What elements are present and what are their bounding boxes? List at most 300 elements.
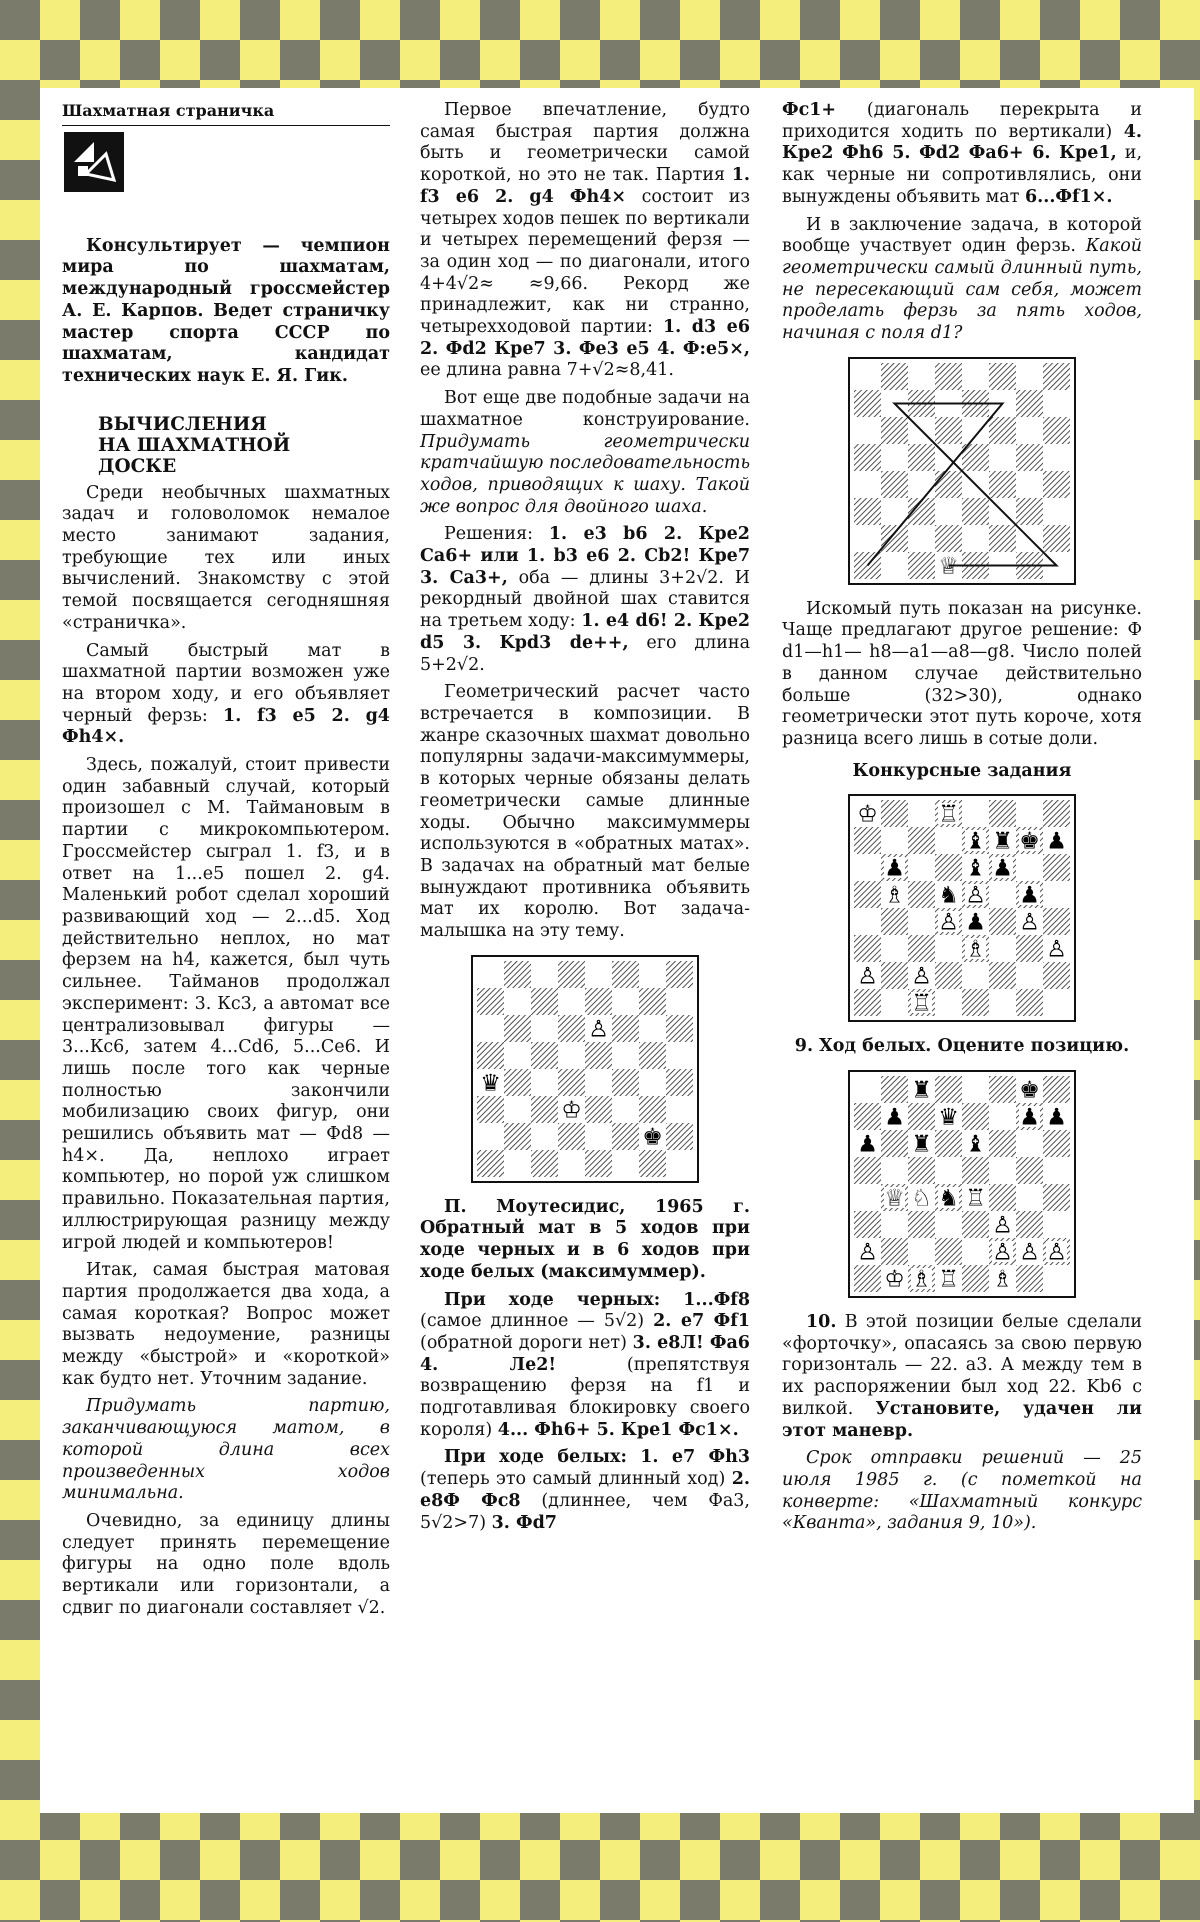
board-square: [854, 1211, 881, 1238]
board-square: [504, 1123, 531, 1150]
frame-cell: [0, 720, 40, 760]
frame-cell: [0, 640, 40, 680]
chess-piece: ♙: [1046, 1239, 1067, 1266]
frame-cell: [320, 0, 360, 40]
board-square: [1016, 962, 1043, 989]
chess-piece: ♚: [642, 1124, 663, 1151]
board-square: [962, 1157, 989, 1184]
board-square: [1043, 1184, 1070, 1211]
board-square: [1043, 1130, 1070, 1157]
chess-piece: ♙: [911, 963, 932, 990]
board-square: [477, 1150, 504, 1177]
frame-cell: [640, 0, 680, 40]
board-square: [908, 1157, 935, 1184]
frame-cell: [0, 560, 40, 600]
board-square: [612, 1123, 639, 1150]
board-square: [935, 989, 962, 1016]
board-square: [854, 854, 881, 881]
frame-cell: [1120, 1840, 1160, 1880]
board-square: [962, 525, 989, 552]
board-square: [935, 962, 962, 989]
board-square: [1043, 908, 1070, 935]
frame-cell: [560, 1840, 600, 1880]
paragraph: Решения: 1. е3 b6 2. Кре2 Са6+ или 1. b3 е6 2. Cb2! Кре7 3. Са3+, оба — длины 3+2√2. И рекордный двойной шах ставится на третьем ходу: 1. е4 d6! 2. Кре2 d5 3. Kpd3 de++, его длина 5+2√2.: [420, 524, 751, 675]
frame-cell: [1040, 1840, 1080, 1880]
frame-cell: [1080, 1880, 1120, 1920]
board-square: [962, 1076, 989, 1103]
board-square: [989, 962, 1016, 989]
board-square: [1016, 498, 1043, 525]
board-square: [854, 908, 881, 935]
frame-cell: [480, 1840, 520, 1880]
problem-caption: П. Моутесидис, 1965 г. Обратный мат в 5 ходов при ходе черных и в 6 ходов при ходе белых (максимуммер).: [420, 1196, 750, 1282]
consultant-intro: Консультирует — чемпион мира по шахматам, международный гроссмейстер А. Е. Карпов. Ведет страничку мастер спорта СССР по шахматам, кандидат технических наук Е. Я. Гик.: [62, 235, 390, 386]
chess-piece: ♙: [1019, 1239, 1040, 1266]
board-square: [881, 908, 908, 935]
board-square: [989, 1103, 1016, 1130]
paragraph: Вот еще две подобные задачи на шахматное конструирование. Придумать геометрически кратчайшую последовательность ходов, приводящих к шаху. Такой же вопрос для двойного шаха.: [420, 388, 750, 517]
board-square: [666, 1069, 693, 1096]
frame-cell: [360, 1880, 400, 1920]
board-square: [639, 1042, 666, 1069]
board-square: [558, 1069, 585, 1096]
board-square: [881, 800, 908, 827]
board-square: [612, 1015, 639, 1042]
chess-piece: ♖: [911, 990, 932, 1017]
frame-cell: [40, 40, 80, 80]
rubric-header: Шахматная страничка: [62, 100, 390, 126]
chess-piece: ♜: [992, 828, 1013, 855]
board-square: [639, 1096, 666, 1123]
paragraph: Очевидно, за единицу длины следует принять перемещение фигуры на одно поле вдоль вертикали или горизонтали, а сдвиг по диагонали составляет √2.: [62, 1510, 390, 1618]
frame-cell: [280, 1880, 320, 1920]
board-square: [989, 525, 1016, 552]
board-square: [935, 471, 962, 498]
board-square: [989, 417, 1016, 444]
frame-cell: [0, 800, 40, 840]
column-3: [782, 100, 1142, 1541]
board-square: [989, 363, 1016, 390]
board-square: [1016, 363, 1043, 390]
board-square: [1043, 498, 1070, 525]
frame-cell: [120, 40, 160, 80]
chess-piece: ♗: [884, 882, 905, 909]
paragraph: Первое впечатление, будто самая быстрая партия должна быть и геометрически самой короткой, но это не так. Партия 1. f3 е6 2. g4 Фh4× состоит из четырех ходов пешек по вертикали и четырех перемещений ферзя — за один ход — по диагонали, итого 4+4√2≈ ≈9,66. Рекорд же принадлежит, как ни странно, четырехходовой партии: 1. d3 е6 2. Фd2 Кре7 3. Фе3 е5 4. Ф:е5×, ее длина равна 7+√2≈8,41.: [420, 100, 750, 381]
board-square: [531, 1150, 558, 1177]
board-square: [989, 444, 1016, 471]
board-square: [881, 1157, 908, 1184]
chess-piece: ♟: [857, 1131, 878, 1158]
frame-cell: [0, 1040, 40, 1080]
frame-cell: [440, 1880, 480, 1920]
board-square: [935, 1211, 962, 1238]
frame-cell: [160, 0, 200, 40]
board-square: [1016, 935, 1043, 962]
frame-cell: [800, 0, 840, 40]
board-square: [935, 363, 962, 390]
board-square: [989, 800, 1016, 827]
frame-cell: [280, 40, 320, 80]
frame-cell: [1000, 1880, 1040, 1920]
frame-cell: [440, 40, 480, 80]
chess-piece: ♔: [857, 801, 878, 828]
board-square: [558, 988, 585, 1015]
frame-cell: [0, 1680, 40, 1720]
board-square: [908, 1103, 935, 1130]
frame-cell: [1000, 40, 1040, 80]
board-square: [585, 1123, 612, 1150]
board-square: [854, 881, 881, 908]
chess-piece: ♝: [965, 855, 986, 882]
board-square: [531, 988, 558, 1015]
board-square: [935, 1130, 962, 1157]
chess-piece: ♖: [938, 1266, 959, 1293]
chess-piece: ♕: [938, 553, 959, 579]
chess-piece: ♙: [992, 1212, 1013, 1239]
chess-piece: ♟: [1019, 1104, 1040, 1131]
board-square: [666, 1015, 693, 1042]
board-square: [989, 908, 1016, 935]
frame-cell: [960, 1840, 1000, 1880]
board-square: [962, 363, 989, 390]
board-square: [1016, 471, 1043, 498]
frame-cell: [720, 0, 760, 40]
board-square: [854, 1076, 881, 1103]
chess-board-task-10: [848, 1070, 1076, 1298]
board-square: [504, 961, 531, 988]
board-square: [1043, 471, 1070, 498]
board-square: [1043, 363, 1070, 390]
board-square: [935, 1238, 962, 1265]
frame-cell: [600, 1880, 640, 1920]
frame-cell: [0, 960, 40, 1000]
frame-cell: [0, 1200, 40, 1240]
board-square: [531, 1096, 558, 1123]
chess-piece: ♙: [1046, 936, 1067, 963]
frame-cell: [0, 1520, 40, 1560]
board-square: [612, 988, 639, 1015]
board-square: [1016, 1211, 1043, 1238]
frame-cell: [0, 400, 40, 440]
chess-piece: ♚: [1019, 828, 1040, 855]
board-square: [908, 800, 935, 827]
frame-cell: [200, 40, 240, 80]
frame-cell: [200, 1880, 240, 1920]
chess-piece: ♟: [1019, 882, 1040, 909]
article-title: ВЫЧИСЛЕНИЯ НА ШАХМАТНОЙ ДОСКЕ: [98, 413, 291, 477]
deadline-note: Срок отправки решений — 25 июля 1985 г. (с пометкой на конверте: «Шахматный конкурс «Кванта», задания 9, 10»).: [782, 1448, 1142, 1534]
chess-piece: ♜: [911, 1077, 932, 1104]
frame-cell: [1080, 40, 1120, 80]
board-square: [908, 1211, 935, 1238]
board-square: [854, 498, 881, 525]
board-square: [477, 1123, 504, 1150]
chess-piece: ♝: [965, 1131, 986, 1158]
board-square: [1043, 1211, 1070, 1238]
board-square: [666, 1096, 693, 1123]
paragraph: При ходе белых: 1. е7 Фh3 (теперь это самый длинный ход) 2. е8Ф Фс8 (длиннее, чем Фа3, 5√2>7) 3. Фd7: [420, 1447, 750, 1533]
frame-cell: [0, 160, 40, 200]
frame-cell: [560, 0, 600, 40]
chess-piece: ♟: [884, 855, 905, 882]
board-square: [1016, 800, 1043, 827]
chess-piece: ♞: [938, 1185, 959, 1212]
board-square: [504, 1096, 531, 1123]
frame-cell: [0, 80, 40, 120]
board-square: [881, 417, 908, 444]
chess-piece: ♜: [911, 1131, 932, 1158]
board-square: [989, 935, 1016, 962]
chess-piece: ♞: [938, 882, 959, 909]
column-1: [62, 100, 390, 1625]
board-square: [558, 1123, 585, 1150]
frame-cell: [240, 0, 280, 40]
board-square: [908, 854, 935, 881]
board-square: [477, 961, 504, 988]
board-square: [881, 1130, 908, 1157]
chess-board-queen-path: [848, 357, 1076, 585]
task-10-text: 10. В этой позиции белые сделали «форточку», опасаясь за свою первую горизонталь — 22. а3. А между тем в их распоряжении был ход 22. Kb6 с вилкой. Установите, удачен ли этот маневр.: [782, 1312, 1142, 1441]
board-square: [1016, 1130, 1043, 1157]
frame-cell: [880, 0, 920, 40]
board-square: [881, 525, 908, 552]
board-square: [908, 525, 935, 552]
chess-piece: ♔: [884, 1266, 905, 1293]
board-square: [881, 935, 908, 962]
frame-cell: [480, 0, 520, 40]
board-square: [935, 854, 962, 881]
board-square: [962, 498, 989, 525]
board-square: [585, 1069, 612, 1096]
frame-cell: [320, 1840, 360, 1880]
frame-cell: [0, 1360, 40, 1400]
board-square: [1016, 444, 1043, 471]
frame-cell: [0, 320, 40, 360]
paragraph: Здесь, пожалуй, стоит привести один забавный случай, который произошел с М. Таймановым в партии с микрокомпьютером. Гроссмейстер сыграл 1. f3, и в ответ на 1...е5 пошел 2. g4. Маленький робот сделал хороший развивающий ход — 2...d5. Ход действительно неплох, но мат ферзем на h4, кажется, был чуть сильнее. Тайманов продолжал эксперимент: 3. Кс3, а автомат все централизовывал фигуры — 3...Кс6, затем 4...Cd6, 5...Се6. И лишь после того как черные полностью закончили мобилизацию своих фигур, они решились объявить мат — Фd8 — h4×. Да, неплохо играет компьютер, но порой уж слишком правильно. Показательная партия, иллюстрирующая разницу между игрой людей и компьютеров!: [62, 755, 390, 1253]
board-square: [989, 1184, 1016, 1211]
frame-cell: [880, 1840, 920, 1880]
board-square: [612, 1042, 639, 1069]
paragraph: Самый быстрый мат в шахматной партии возможен уже на втором ходу, и его объявляет черный ферзь: 1. f3 е5 2. g4 Фh4×.: [62, 640, 390, 748]
frame-cell: [40, 1880, 80, 1920]
board-square: [989, 1157, 1016, 1184]
chess-logo-icon: [64, 132, 124, 192]
chess-piece: ♗: [911, 1266, 932, 1293]
board-square: [585, 1042, 612, 1069]
chess-piece: ♛: [480, 1070, 501, 1097]
frame-cell: [400, 1840, 440, 1880]
board-square: [1043, 989, 1070, 1016]
chess-piece: ♗: [965, 936, 986, 963]
board-square: [504, 1015, 531, 1042]
board-square: [962, 989, 989, 1016]
board-square: [881, 444, 908, 471]
board-square: [612, 1069, 639, 1096]
frame-cell: [0, 1760, 40, 1800]
frame-cell: [0, 1120, 40, 1160]
board-square: [1043, 854, 1070, 881]
chess-piece: ♟: [992, 855, 1013, 882]
board-square: [477, 1042, 504, 1069]
board-square: [1043, 1076, 1070, 1103]
frame-cell: [520, 1880, 560, 1920]
paragraph: Среди необычных шахматных задач и головоломок немалое место занимают задания, требующие тех или иных вычислений. Знакомству с этой темой посвящается сегодняшняя «страничка».: [62, 482, 390, 633]
board-square: [1043, 881, 1070, 908]
board-square: [935, 1157, 962, 1184]
board-square: [558, 1015, 585, 1042]
board-square: [908, 881, 935, 908]
frame-cell: [720, 1840, 760, 1880]
paragraph: При ходе черных: 1...Фf8 (самое длинное — 5√2) 2. е7 Фf1 (обратной дороги нет) 3. е8Л! Фа6 4. Ле2! (препятствуя возвращению ферзя на f1 и подготавливая блокировку своего короля) 4... Фh6+ 5. Кре1 Фс1×.: [420, 1289, 750, 1440]
frame-cell: [920, 40, 960, 80]
chess-piece: ♟: [1046, 828, 1067, 855]
board-square: [639, 1069, 666, 1096]
frame-cell: [360, 40, 400, 80]
board-square: [854, 363, 881, 390]
board-square: [612, 1096, 639, 1123]
chess-piece: ♙: [588, 1016, 609, 1043]
board-square: [935, 827, 962, 854]
board-square: [908, 908, 935, 935]
board-square: [962, 1211, 989, 1238]
frame-cell: [680, 1880, 720, 1920]
board-square: [558, 961, 585, 988]
board-square: [666, 988, 693, 1015]
frame-cell: [0, 1280, 40, 1320]
board-square: [1043, 800, 1070, 827]
board-square: [639, 1150, 666, 1177]
board-square: [962, 1103, 989, 1130]
paragraph: Искомый путь показан на рисунке. Чаще предлагают другое решение: Ф d1—h1— h8—a1—a8—g8. Число полей в данном случае действительно больше (32>30), однако геометрически этот путь короче, хотя разница всего лишь в сотые доли.: [782, 598, 1142, 749]
board-square: [585, 961, 612, 988]
board-square: [1043, 1157, 1070, 1184]
chess-piece: ♕: [884, 1185, 905, 1212]
board-square: [531, 1123, 558, 1150]
frame-cell: [920, 1880, 960, 1920]
page-sheet: [40, 88, 1194, 1813]
board-square: [1016, 1184, 1043, 1211]
board-square: [908, 827, 935, 854]
board-square: [1016, 854, 1043, 881]
board-square: [962, 1238, 989, 1265]
column-2: [420, 100, 750, 1540]
board-square: [908, 552, 935, 579]
frame-cell: [0, 480, 40, 520]
chess-piece: ♝: [965, 828, 986, 855]
paragraph: Итак, самая быстрая матовая партия продолжается два хода, а самая короткая? Вопрос может вызвать недоумение, разницы между «быстрой» и «короткой» как будто нет. Уточним задание.: [62, 1260, 390, 1389]
frame-cell: [840, 40, 880, 80]
frame-cell: [0, 1440, 40, 1480]
board-square: [935, 1076, 962, 1103]
board-square: [854, 1184, 881, 1211]
board-square: [585, 1096, 612, 1123]
board-square: [666, 961, 693, 988]
chess-piece: ♚: [1019, 1077, 1040, 1104]
board-square: [585, 1150, 612, 1177]
board-square: [666, 1123, 693, 1150]
board-square: [854, 827, 881, 854]
frame-cell: [160, 1840, 200, 1880]
board-square: [531, 1069, 558, 1096]
board-square: [854, 935, 881, 962]
board-square: [989, 989, 1016, 1016]
board-square: [504, 1042, 531, 1069]
frame-cell: [800, 1840, 840, 1880]
board-square: [989, 881, 1016, 908]
board-square: [854, 417, 881, 444]
board-square: [558, 1042, 585, 1069]
board-square: [935, 935, 962, 962]
board-square: [558, 1150, 585, 1177]
board-square: [881, 1076, 908, 1103]
board-square: [666, 1150, 693, 1177]
board-square: [908, 935, 935, 962]
board-square: [881, 363, 908, 390]
frame-cell: [760, 40, 800, 80]
paragraph: Геометрический расчет часто встречается в композиции. В жанре сказочных шахмат довольно популярны задачи-максимуммеры, в которых черные обязаны делать геометрически самые длинные ходы. Обычно максимуммеры используются в «обратных матах». В задачах на обратный мат белые вынуждают противника объявить мат их королю. Вот задача-малышка на эту тему.: [420, 682, 750, 942]
board-square: [935, 525, 962, 552]
chess-piece: ♟: [965, 909, 986, 936]
board-square: [962, 962, 989, 989]
board-square: [881, 471, 908, 498]
board-square: [477, 1096, 504, 1123]
chess-piece: ♙: [857, 963, 878, 990]
chess-piece: ♙: [965, 882, 986, 909]
frame-cell: [760, 1880, 800, 1920]
board-square: [639, 988, 666, 1015]
board-square: [881, 827, 908, 854]
board-square: [908, 444, 935, 471]
board-square: [612, 1150, 639, 1177]
board-square: [1043, 390, 1070, 417]
chess-piece: ♖: [938, 801, 959, 828]
chess-piece: ♟: [1046, 1104, 1067, 1131]
board-square: [612, 961, 639, 988]
board-square: [962, 800, 989, 827]
contest-heading: Конкурсные задания: [852, 760, 1072, 781]
task-9-caption: 9. Ход белых. Оцените позицию.: [794, 1036, 1130, 1057]
board-square: [639, 961, 666, 988]
chess-piece: ♙: [1019, 909, 1040, 936]
board-square: [881, 989, 908, 1016]
board-square: [908, 363, 935, 390]
board-square: [854, 390, 881, 417]
board-square: [962, 1265, 989, 1292]
board-square: [881, 552, 908, 579]
frame-cell: [0, 240, 40, 280]
chess-piece: ♖: [965, 1185, 986, 1212]
board-square: [666, 1042, 693, 1069]
board-square: [477, 988, 504, 1015]
frame-cell: [1160, 1880, 1200, 1920]
board-square: [854, 1103, 881, 1130]
board-square: [1043, 444, 1070, 471]
frame-cell: [960, 0, 1000, 40]
board-square: [1016, 1157, 1043, 1184]
board-square: [639, 1015, 666, 1042]
chess-piece: ♔: [561, 1097, 582, 1124]
board-square: [989, 1130, 1016, 1157]
board-square: [908, 1238, 935, 1265]
chess-piece: ♘: [911, 1185, 932, 1212]
frame-cell: [680, 40, 720, 80]
board-square: [908, 471, 935, 498]
frame-cell: [840, 1880, 880, 1920]
board-square: [854, 444, 881, 471]
frame-cell: [640, 1840, 680, 1880]
board-square: [477, 1015, 504, 1042]
board-square: [854, 989, 881, 1016]
